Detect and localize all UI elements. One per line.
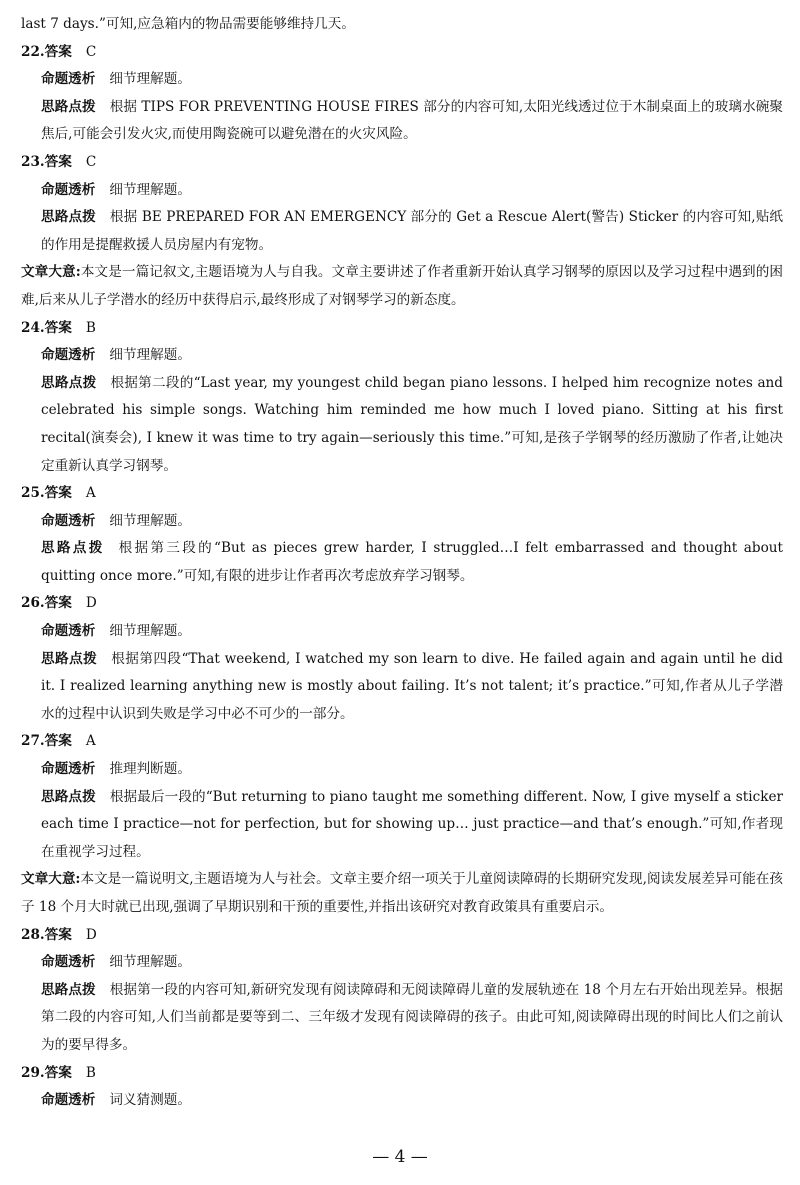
hint-text: 根据第二段的“Last year, my youngest child began piano lessons. I helped him recognize notes and celebrated his simple songs. Watching him reminded me how much I loved piano. Sitting at his first recital(演奏会), I knew it was time to try again—seriously this time.”可知,是孩子学钢琴的经历激励了作者,让她决定重新认真学习钢琴。 [41,374,783,474]
answer-value: A [85,485,96,502]
answer-header-23 [21,149,783,177]
hint-tag: 思路点拨 [41,540,105,557]
answer-header-26 [21,590,783,618]
hint-text: 根据 BE PREPARED FOR AN EMERGENCY 部分的 Get a Rescue Alert(警告) Sticker 的内容可知,贴纸的作用是提醒救援人员房屋内有宠物。 [41,209,784,253]
type-tag: 命题透析 [41,623,96,640]
answer-value: C [85,153,97,170]
answer-document [21,11,783,1115]
type-text: 细节理解题。 [109,954,191,971]
answer-header-27 [21,728,783,756]
question-number: 25. [21,485,45,502]
hint-tag: 思路点拨 [41,981,96,998]
answer-label: 答案 [44,1064,72,1081]
hint-25 [21,535,783,590]
answer-label: 答案 [44,733,72,750]
hint-text: 根据最后一段的“But returning to piano taught me something different. Now, I give myself a sticker each time I practice—not for perfection, but for showing up… just practice—and that’s enough.”可知,作者现在重视学习过程。 [41,788,783,860]
type-text: 细节理解题。 [109,623,191,640]
question-number: 27. [21,733,45,750]
summary-text: 本文是一篇记叙文,主题语境为人与自我。文章主要讲述了作者重新开始认真学习钢琴的原因以及学习过程中遇到的困难,后来从儿子学潜水的经历中获得启示,最终形成了对钢琴学习的新态度。 [21,264,783,308]
type-text: 细节理解题。 [109,181,191,198]
hint-28 [21,977,783,1060]
answer-label: 答案 [44,153,72,170]
answer-label: 答案 [44,926,72,943]
type-tag: 命题透析 [41,954,96,971]
question-number: 22. [21,43,45,60]
answer-value: D [85,926,97,943]
text-line: last 7 days.”可知,应急箱内的物品需要能够维持几天。 [21,16,355,32]
answer-header-25 [21,480,783,508]
summary-text: 本文是一篇说明文,主题语境为人与社会。文章主要介绍一项关于儿童阅读障碍的长期研究发现,阅读发展差异可能在孩子 18 个月大时就已出现,强调了早期识别和干预的重要性,并指出该研究对教育政策具有重要启示。 [21,871,783,915]
hint-22 [21,94,783,149]
answer-header-24 [21,315,783,343]
type-text: 细节理解题。 [109,512,191,529]
summary-heading: 文章大意: [21,871,81,888]
hint-27 [21,784,783,867]
question-type-28 [21,949,783,977]
question-type-24 [21,342,783,370]
hint-tag: 思路点拨 [41,650,98,667]
answer-label: 答案 [44,43,72,60]
answer-header-29 [21,1060,783,1088]
answer-value: C [85,43,97,60]
type-text: 推理判断题。 [109,761,191,778]
question-type-22 [21,66,783,94]
page-number: — 4 — [372,1147,428,1167]
summary-heading: 文章大意: [21,264,81,281]
answer-label: 答案 [44,595,72,612]
question-number: 28. [21,926,45,943]
type-tag: 命题透析 [41,761,96,778]
answer-value: A [85,733,96,750]
answer-label: 答案 [44,485,72,502]
article-summary-2 [21,866,783,921]
question-number: 24. [21,319,45,336]
question-type-27 [21,756,783,784]
question-type-23 [21,177,783,205]
type-text: 细节理解题。 [109,71,191,88]
question-number: 23. [21,153,45,170]
article-summary-1 [21,259,783,314]
type-text: 细节理解题。 [109,347,191,364]
hint-text: 根据第三段的“But as pieces grew harder, I struggled…I felt embarrassed and thought about quitting once more.”可知,有限的进步让作者再次考虑放弃学习钢琴。 [41,540,783,584]
hint-tag: 思路点拨 [41,98,96,115]
question-type-29 [21,1087,783,1115]
answer-header-22 [21,39,783,67]
type-tag: 命题透析 [41,347,96,364]
hint-text: 根据 TIPS FOR PREVENTING HOUSE FIRES 部分的内容可知,太阳光线透过位于木制桌面上的玻璃水碗聚焦后,可能会引发火灾,而使用陶瓷碗可以避免潜在的火灾风险。 [41,98,784,143]
hint-24 [21,370,783,480]
answer-value: B [85,319,96,336]
type-text: 词义猜测题。 [109,1092,191,1109]
type-tag: 命题透析 [41,512,96,529]
answer-value: D [85,595,97,612]
answer-value: B [85,1064,96,1081]
type-tag: 命题透析 [41,181,96,198]
question-number: 26. [21,595,45,612]
hint-text: 根据第一段的内容可知,新研究发现有阅读障碍和无阅读障碍儿童的发展轨迹在 18 个月左右开始出现差异。根据第二段的内容可知,人们当前都是要等到二、三年级才发现有阅读障碍的孩子。由此可知,阅读障碍出现的时间比人们之前认为的要早得多。 [41,981,783,1053]
question-type-25 [21,508,783,536]
question-number: 29. [21,1064,45,1081]
hint-tag: 思路点拨 [41,788,96,805]
answer-label: 答案 [44,319,72,336]
hint-tag: 思路点拨 [41,374,97,391]
question-type-26 [21,618,783,646]
hint-tag: 思路点拨 [41,209,96,226]
type-tag: 命题透析 [41,1092,96,1109]
hint-text: 根据第四段“That weekend, I watched my son learn to dive. He failed again and again until he did it. I realized learning anything new is mostly about failing. It’s not talent; it’s practice.”可知,作者从儿子学潜水的过程中认识到失败是学习中必不可少的一部分。 [41,650,784,722]
hint-23 [21,204,783,259]
hint-26 [21,646,783,729]
answer-header-28 [21,922,783,950]
type-tag: 命题透析 [41,71,96,88]
